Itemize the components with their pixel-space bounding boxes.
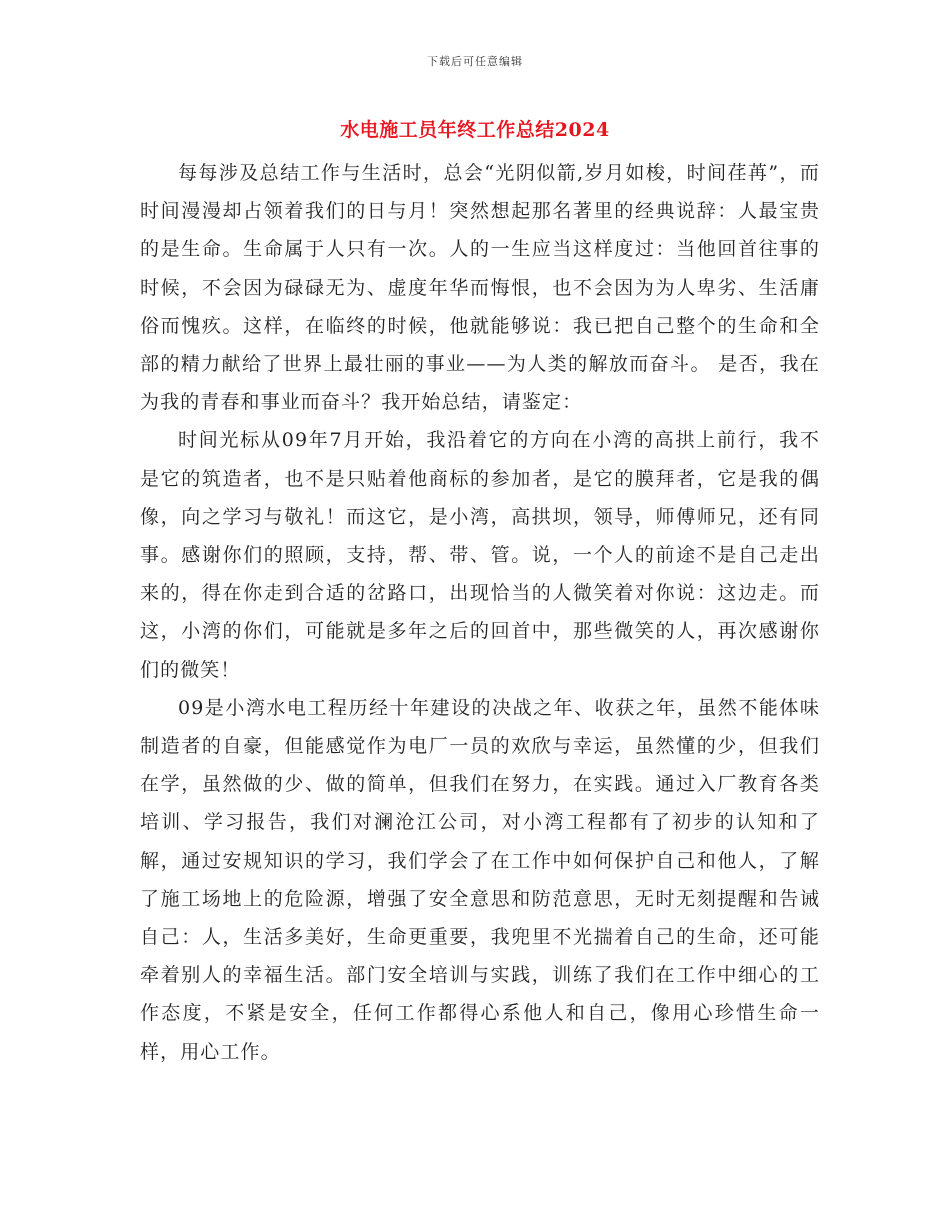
header-note: 下载后可任意编辑	[427, 55, 523, 68]
paragraph-2: 时间光标从09年7月开始，我沿着它的方向在小湾的高拱上前行，我不是它的筑造者，也不是只贴着他商标的参加者，是它的膜拜者，它是我的偶像，向之学习与敬礼！而这它，是小湾，高拱坝，领导，师傅师兄，还有同事。感谢你们的照顾，支持，帮、带、管。说，一个人的前途不是自己走出来的，得在你走到合适的岔路口，出现恰当的人微笑着对你说：这边走。而这，小湾的你们，可能就是多年之后的回首中，那些微笑的人，再次感谢你们的微笑！	[140, 429, 820, 681]
paragraph-3: 09是小湾水电工程历经十年建设的决战之年、收获之年，虽然不能体味制造者的自豪，但能感觉作为电厂一员的欢欣与幸运，虽然懂的少，但我们在学，虽然做的少、做的简单，但我们在努力，在实践。通过入厂教育各类培训、学习报告，我们对澜沧江公司，对小湾工程都有了初步的认知和了解，通过安规知识的学习，我们学会了在工作中如何保护自己和他人，了解了施工场地上的危险源，增强了安全意思和防范意思，无时无刻提醒和告诫自己：人，生活多美好，生命更重要，我兜里不光揣着自己的生命，还可能牵着别人的幸福生活。部门安全培训与实践，训练了我们在工作中细心的工作态度，不紧是安全，任何工作都得心系他人和自己，像用心珍惜生命一样，用心工作。	[140, 696, 820, 1063]
document-body	[140, 154, 820, 1071]
paragraph-1: 每每涉及总结工作与生活时，总会“光阴似箭,岁月如梭，时间荏苒”，而时间漫漫却占领着我们的日与月！突然想起那名著里的经典说辞：人最宝贵的是生命。生命属于人只有一次。人的一生应当这样度过：当他回首往事的时候，不会因为碌碌无为、虚度年华而悔恨，也不会因为为人卑劣、生活庸俗而愧疚。这样，在临终的时候，他就能够说：我已把自己整个的生命和全部的精力献给了世界上最壮丽的事业——为人类的解放而奋斗。 是否，我在为我的青春和事业而奋斗？我开始总结，请鉴定：	[140, 162, 820, 414]
document-title: 水电施工员年终工作总结2024	[340, 119, 610, 141]
